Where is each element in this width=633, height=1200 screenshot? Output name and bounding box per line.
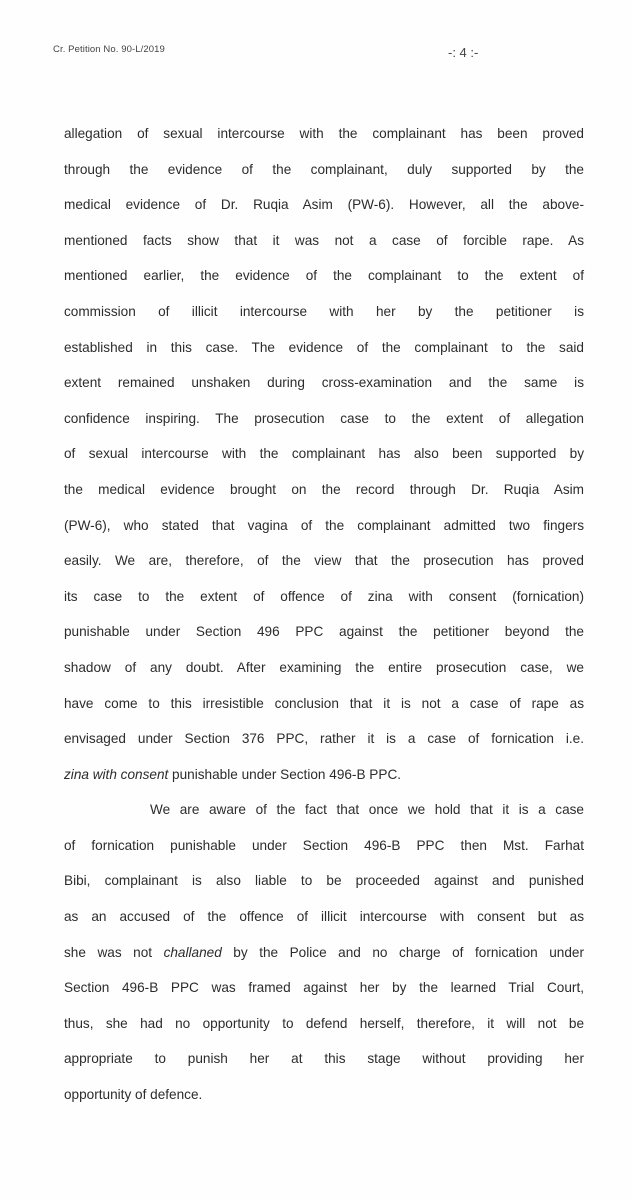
- page-number: -: 4 :-: [448, 45, 479, 60]
- text-line: thus, she had no opportunity to defend herself, therefore, it will not be: [64, 1015, 584, 1031]
- text-line: she was not challaned by the Police and no charge of fornication under: [64, 944, 584, 960]
- case-number-header: Cr. Petition No. 90-L/2019: [53, 44, 165, 55]
- italic-term: challaned: [163, 944, 222, 960]
- text-line: We are aware of the fact that once we hold that it is a case: [150, 802, 584, 818]
- text-line: of sexual intercourse with the complainant has also been supported by: [64, 446, 584, 462]
- text-line: through the evidence of the complainant, duly supported by the: [64, 161, 584, 177]
- text-line: Section 496-B PPC was framed against her by the learned Trial Court,: [64, 980, 584, 996]
- text-line: (PW-6), who stated that vagina of the complainant admitted two fingers: [64, 517, 584, 533]
- text-line: extent remained unshaken during cross-examination and the same is: [64, 375, 584, 391]
- text-line: as an accused of the offence of illicit intercourse with consent but as: [64, 909, 584, 925]
- text-line: punishable under Section 496 PPC against the petitioner beyond the: [64, 624, 584, 640]
- text-line: confidence inspiring. The prosecution case to the extent of allegation: [64, 410, 584, 426]
- text-line: commission of illicit intercourse with her by the petitioner is: [64, 303, 584, 319]
- text-line: envisaged under Section 376 PPC, rather it is a case of fornication i.e.: [64, 731, 584, 747]
- text-line: medical evidence of Dr. Ruqia Asim (PW-6). However, all the above-: [64, 197, 584, 213]
- text-line: zina with consent punishable under Section 496-B PPC.: [64, 766, 402, 782]
- text-line: allegation of sexual intercourse with the complainant has been proved: [64, 126, 584, 141]
- text-line: easily. We are, therefore, of the view that the prosecution has proved: [64, 553, 584, 569]
- text-line: have come to this irresistible conclusion that it is not a case of rape as: [64, 695, 584, 711]
- text-line: established in this case. The evidence of the complainant to the said: [64, 339, 584, 355]
- text-line: mentioned earlier, the evidence of the complainant to the extent of: [64, 268, 584, 284]
- italic-term: zina with consent: [64, 766, 169, 782]
- text-line: mentioned facts show that it was not a case of forcible rape. As: [64, 232, 584, 248]
- text-line: the medical evidence brought on the record through Dr. Ruqia Asim: [64, 481, 584, 497]
- text-line: opportunity of defence.: [64, 1087, 203, 1103]
- text-line: Bibi, complainant is also liable to be proceeded against and punished: [64, 873, 584, 889]
- text-line: shadow of any doubt. After examining the entire prosecution case, we: [64, 659, 584, 675]
- paragraph-2: [64, 800, 584, 1120]
- text-line: its case to the extent of offence of zina with consent (fornication): [64, 588, 584, 604]
- document-body: [64, 124, 584, 1121]
- text-line: of fornication punishable under Section 496-B PPC then Mst. Farhat: [64, 837, 584, 853]
- text-line: appropriate to punish her at this stage without providing her: [64, 1051, 584, 1067]
- paragraph-1: [64, 124, 584, 800]
